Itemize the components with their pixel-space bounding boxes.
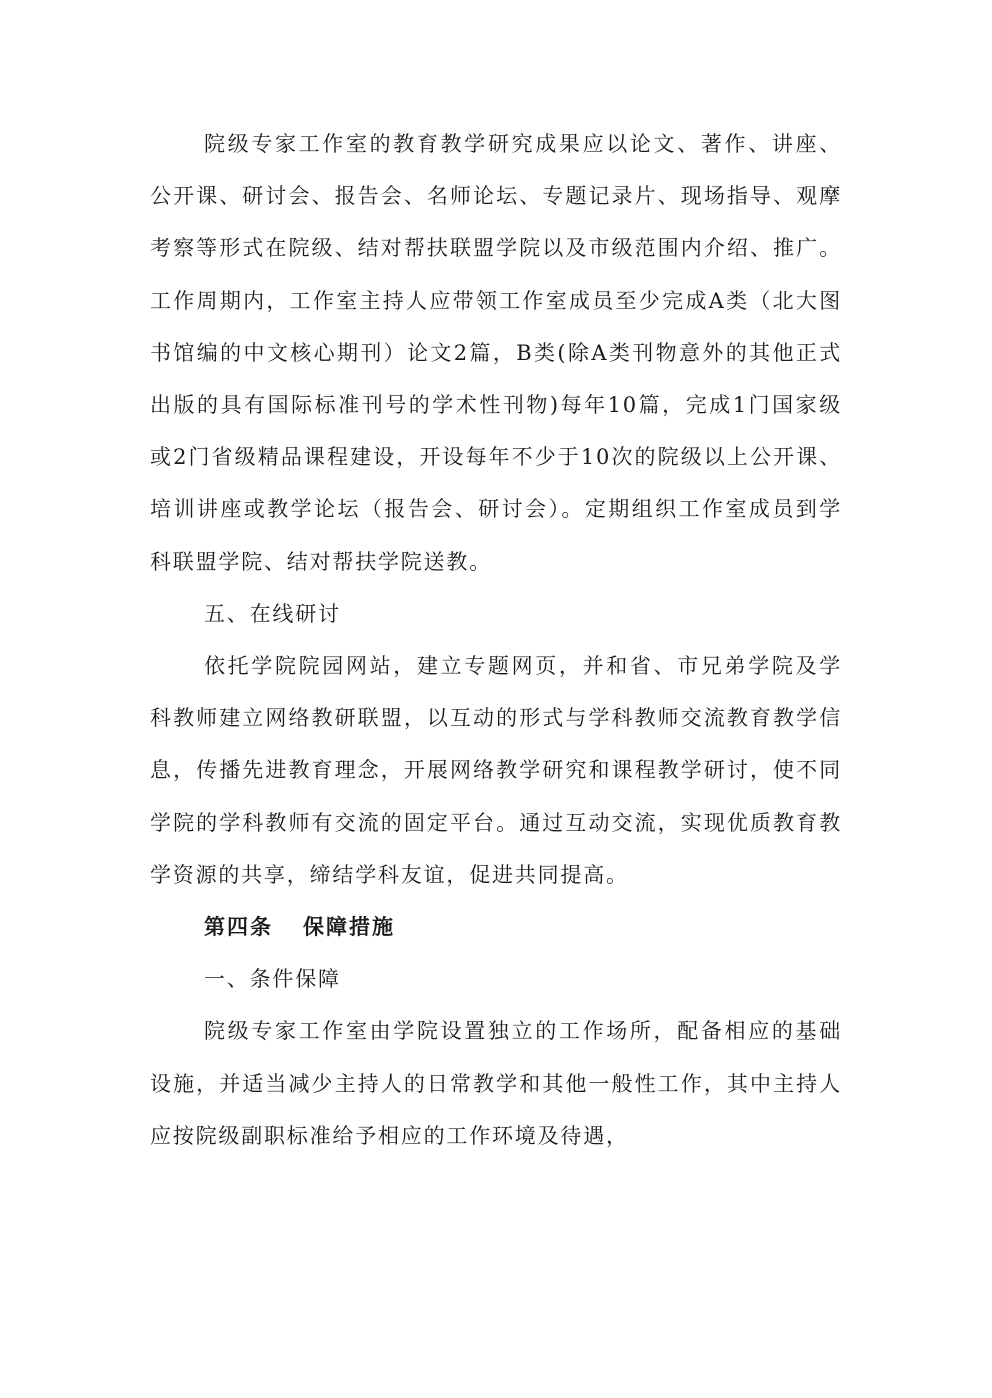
document-page	[150, 118, 842, 1162]
subsection-heading-conditions: 一、条件保障	[204, 967, 341, 992]
paragraph-online-discussion: 依托学院院园网站，建立专题网页，并和省、市兄弟学院及学科教师建立网络教研联盟，以互动的形式与学科教师交流教育教学信息，传播先进教育理念，开展网络教学研究和课程教学研讨，使不同学院的学科教师有交流的固定平台。通过互动交流，实现优质教育教学资源的共享，缔结学科友谊，促进共同提高。	[150, 654, 842, 887]
paragraph-conditions: 院级专家工作室由学院设置独立的工作场所，配备相应的基础设施，并适当减少主持人的日常教学和其他一般性工作，其中主持人应按院级副职标准给予相应的工作环境及待遇，	[150, 1019, 842, 1148]
article-heading-safeguards	[150, 901, 842, 953]
section-heading-online-discussion: 五、在线研讨	[204, 601, 341, 626]
paragraph-research-outcomes: 院级专家工作室的教育教学研究成果应以论文、著作、讲座、公开课、研讨会、报告会、名师论坛、专题记录片、现场指导、观摩考察等形式在院级、结对帮扶联盟学院以及市级范围内介绍、推广。工作周期内，工作室主持人应带领工作室成员至少完成A类（北大图书馆编的中文核心期刊）论文2篇，B类(除A类刊物意外的其他正式出版的具有国际标准刊号的学术性刊物)每年10篇，完成1门国家级或2门省级精品课程建设，开设每年不少于10次的院级以上公开课、培训讲座或教学论坛（报告会、研讨会）。定期组织工作室成员到学科联盟学院、结对帮扶学院送教。	[150, 132, 842, 574]
article-number: 第四条	[204, 915, 273, 940]
article-title: 保障措施	[303, 915, 395, 940]
